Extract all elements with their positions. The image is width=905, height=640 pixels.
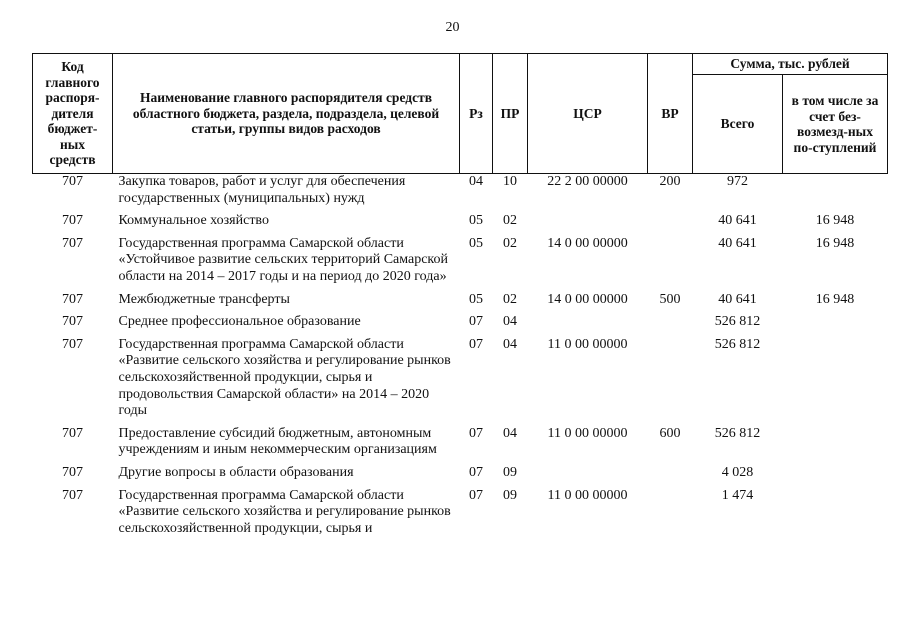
cell-incl bbox=[783, 337, 888, 426]
cell-name: Государственная программа Самарской области «Устойчивое развитие сельских территорий Самарской области на 2014 – 2017 годы и на период до 2020 года» bbox=[118, 235, 449, 284]
cell-name: Предоставление субсидий бюджетным, автономным учреждениям и иным некоммерческим организациям bbox=[118, 425, 437, 458]
cell-vr bbox=[648, 213, 693, 236]
cell-name: Среднее профессиональное образование bbox=[118, 314, 361, 330]
cell-csr bbox=[528, 213, 648, 236]
cell-rz: 07 bbox=[469, 314, 483, 330]
cell-total: 4 028 bbox=[721, 464, 754, 480]
cell-vr: 600 bbox=[659, 425, 681, 441]
cell-vr: 200 bbox=[659, 174, 681, 189]
table-body bbox=[33, 174, 888, 544]
page-number: 20 bbox=[445, 20, 460, 35]
cell-incl bbox=[783, 174, 888, 214]
table-row bbox=[33, 174, 888, 214]
cell-total: 972 bbox=[727, 174, 748, 189]
table-row bbox=[33, 465, 888, 488]
cell-incl: 16 948 bbox=[815, 235, 855, 251]
cell-csr: 11 0 00 00000 bbox=[547, 425, 628, 441]
header-vr: ВР bbox=[648, 54, 693, 174]
cell-vr bbox=[648, 337, 693, 426]
cell-total: 1 474 bbox=[721, 487, 754, 503]
header-total: Всего bbox=[693, 75, 783, 174]
cell-rz: 05 bbox=[469, 235, 483, 251]
cell-total: 40 641 bbox=[718, 235, 757, 251]
cell-csr: 14 0 00 00000 bbox=[547, 291, 628, 307]
cell-total: 40 641 bbox=[718, 291, 757, 307]
cell-incl bbox=[783, 488, 888, 544]
cell-pr: 02 bbox=[503, 291, 517, 307]
cell-pr: 09 bbox=[503, 487, 517, 503]
header-name: Наименование главного распорядителя средств областного бюджета, раздела, подраздела, целевой статьи, группы видов расходов bbox=[113, 54, 460, 174]
cell-total: 526 812 bbox=[714, 336, 761, 352]
cell-total: 526 812 bbox=[714, 425, 761, 441]
cell-rz: 05 bbox=[469, 291, 483, 307]
cell-vr: 500 bbox=[659, 291, 681, 307]
table-row bbox=[33, 314, 888, 337]
table-row bbox=[33, 236, 888, 292]
cell-code: 707 bbox=[62, 213, 83, 229]
cell-code: 707 bbox=[62, 336, 83, 352]
header-csr: ЦСР bbox=[528, 54, 648, 174]
cell-total: 526 812 bbox=[714, 314, 761, 330]
cell-incl bbox=[783, 465, 888, 488]
cell-csr: 11 0 00 00000 bbox=[547, 487, 628, 503]
header-pr: ПР bbox=[493, 54, 528, 174]
table-row bbox=[33, 488, 888, 544]
cell-rz: 07 bbox=[469, 425, 483, 441]
cell-rz: 04 bbox=[469, 174, 483, 189]
header-code: Код главного распоря-дителя бюджет-ных средств bbox=[33, 54, 113, 174]
cell-csr: 11 0 00 00000 bbox=[547, 336, 628, 352]
cell-vr bbox=[648, 465, 693, 488]
table-row bbox=[33, 292, 888, 315]
cell-pr: 02 bbox=[503, 213, 517, 229]
cell-name: Межбюджетные трансферты bbox=[118, 291, 290, 307]
cell-vr bbox=[648, 236, 693, 292]
budget-table bbox=[32, 53, 888, 543]
cell-name: Государственная программа Самарской области «Развитие сельского хозяйства и регулирование рынков сельскохозяйственной продукции, сырья и продовольствия Самарской области» на 2014 – 2020 годы bbox=[118, 336, 451, 419]
cell-pr: 10 bbox=[503, 174, 517, 189]
cell-rz: 07 bbox=[469, 336, 483, 352]
cell-total: 40 641 bbox=[718, 213, 757, 229]
cell-code: 707 bbox=[62, 235, 83, 251]
table-row bbox=[33, 426, 888, 465]
cell-name: Другие вопросы в области образования bbox=[118, 464, 354, 480]
cell-rz: 07 bbox=[469, 464, 483, 480]
cell-rz: 05 bbox=[469, 213, 483, 229]
table-row bbox=[33, 213, 888, 236]
cell-code: 707 bbox=[62, 291, 83, 307]
cell-name: Государственная программа Самарской области «Развитие сельского хозяйства и регулирование рынков сельскохозяйственной продукции, сырья и bbox=[118, 487, 451, 536]
table-row bbox=[33, 337, 888, 426]
cell-incl: 16 948 bbox=[815, 213, 855, 229]
cell-vr bbox=[648, 488, 693, 544]
header-rz: Рз bbox=[460, 54, 493, 174]
header-sum: Сумма, тыс. рублей bbox=[693, 54, 888, 75]
cell-csr bbox=[528, 465, 648, 488]
cell-csr: 14 0 00 00000 bbox=[547, 235, 628, 251]
cell-pr: 09 bbox=[503, 464, 517, 480]
cell-csr: 22 2 00 00000 bbox=[547, 174, 628, 189]
cell-csr bbox=[528, 314, 648, 337]
cell-name: Закупка товаров, работ и услуг для обеспечения государственных (муниципальных) нужд bbox=[118, 174, 406, 206]
cell-code: 707 bbox=[62, 487, 83, 503]
cell-code: 707 bbox=[62, 174, 83, 189]
cell-incl bbox=[783, 426, 888, 465]
cell-name: Коммунальное хозяйство bbox=[118, 213, 269, 229]
header-incl: в том числе за счет без-возмезд-ных по-ступлений bbox=[783, 75, 888, 174]
cell-code: 707 bbox=[62, 464, 83, 480]
cell-pr: 04 bbox=[503, 425, 517, 441]
cell-pr: 04 bbox=[503, 314, 517, 330]
cell-vr bbox=[648, 314, 693, 337]
cell-rz: 07 bbox=[469, 487, 483, 503]
cell-incl: 16 948 bbox=[815, 291, 855, 307]
cell-code: 707 bbox=[62, 314, 83, 330]
cell-pr: 02 bbox=[503, 235, 517, 251]
cell-code: 707 bbox=[62, 425, 83, 441]
cell-pr: 04 bbox=[503, 336, 517, 352]
cell-incl bbox=[783, 314, 888, 337]
